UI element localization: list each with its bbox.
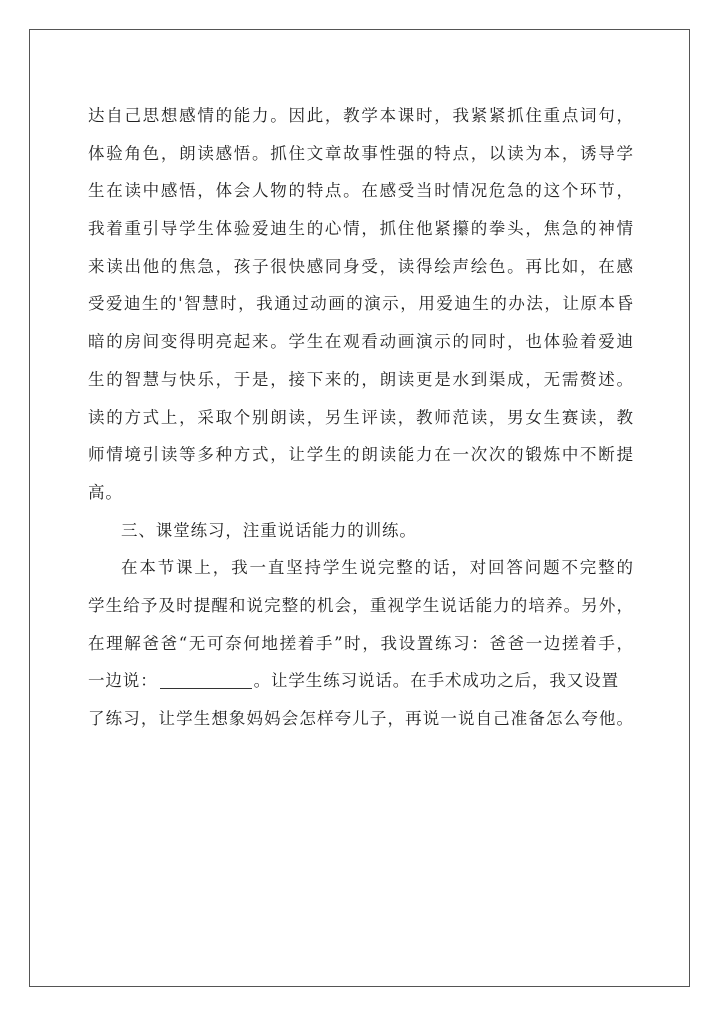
text-line: 受爱迪生的'智慧时，我通过动画的演示，用爱迪生的办法，让原本昏 [88, 294, 633, 314]
text-line: 我着重引导学生体验爱迪生的心情，抓住他紧攥的拳头，焦急的神情 [88, 219, 633, 239]
text-line: 生的智慧与快乐，于是，接下来的，朗读更是水到渠成，无需赘述。 [88, 369, 633, 389]
text-line: 高。 [88, 482, 123, 502]
text-line: 在理解爸爸“无可奈何地搓着手”时，我设置练习：爸爸一边搓着手， [88, 633, 633, 653]
text-line [88, 662, 633, 700]
text-line: 来读出他的焦急，孩子很快感同身受，读得绘声绘色。再比如，在感 [88, 256, 633, 276]
document-body [88, 97, 633, 738]
text-line: 师情境引读等多种方式，让学生的朗读能力在一次次的锻炼中不断提 [88, 445, 633, 465]
text-line: 暗的房间变得明亮起来。学生在观看动画演示的同时，也体验着爱迪 [88, 332, 633, 352]
text-line: 生在读中感悟，体会人物的特点。在感受当时情况危急的这个环节， [88, 181, 633, 201]
text-fragment: 。让学生练习说话。在手术成功之后，我又设置 [253, 671, 620, 691]
section-heading: 三、课堂练习，注重说话能力的训练。 [121, 520, 417, 540]
text-line: 学生给予及时提醒和说完整的机会，重视学生说话能力的培养。另外， [88, 595, 633, 615]
paragraph-practice [88, 549, 633, 737]
text-line: 读的方式上，采取个别朗读，另生评读，教师范读，男女生赛读，教 [88, 407, 633, 427]
text-fragment: 一边说： [88, 671, 158, 691]
text-line: 达自己思想感情的能力。因此，教学本课时，我紧紧抓住重点词句， [88, 106, 633, 125]
text-line: 了练习，让学生想象妈妈会怎样夸儿子，再说一说自己准备怎么夸他。 [88, 709, 633, 728]
text-line: 在本节课上，我一直坚持学生说完整的话，对回答问题不完整的 [121, 558, 633, 578]
paragraph-reading [88, 97, 633, 512]
text-line: 体验角色，朗读感悟。抓住文章故事性强的特点，以读为本，诱导学 [88, 143, 633, 163]
fill-in-blank [160, 672, 252, 689]
